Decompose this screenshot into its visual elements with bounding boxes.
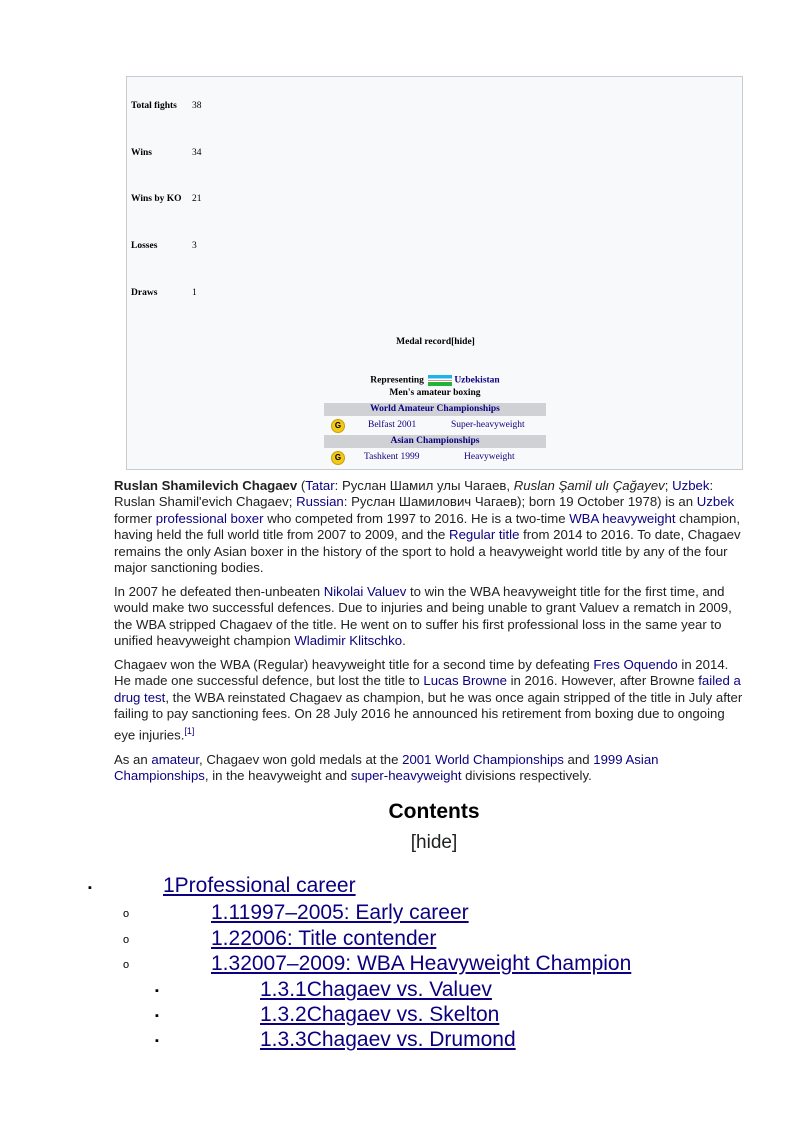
text: .: [402, 633, 406, 649]
text: , the WBA reinstated Chagaev as champion, but he was once again stripped of the title in July after failing to pay sanctioning fees. On 28 July 2016 he announced his retirement from boxing due to ongoing eye injuries.: [114, 689, 743, 743]
stat-label-total-fights: Total fights: [131, 101, 177, 111]
text: divisions respectively.: [461, 768, 592, 784]
stat-value-losses: 3: [192, 241, 197, 251]
text: to win the WBA heavyweight title for the first time, and would make two successful defences. Due to injuries and being unable to grant Valuev a rematch in 2009, the WBA stripped Chagaev of the title. He went on to suffer his first professional loss in the same year to unified heavyweight champion: [114, 584, 732, 649]
text: , in the heavyweight and: [204, 768, 351, 784]
text: As an: [114, 752, 152, 767]
world-championships-2001-link[interactable]: 2001 World Championships: [402, 752, 564, 767]
text: Chagaev won the WBA (Regular) heavyweight title for a second time by defeating: [114, 657, 594, 672]
toc-link-early-career[interactable]: 1.11997–2005: Early career: [211, 901, 469, 924]
text: from 2014 to 2016. To date, Chagaev remains the only Asian boxer in the history of the sport to hold a heavyweight world title by any of the four major sanctioning bodies.: [114, 527, 741, 576]
world-championships-header[interactable]: World Amateur Championships: [324, 403, 546, 416]
toc-link-vs-drumond[interactable]: 1.3.3Chagaev vs. Drumond: [260, 1028, 516, 1051]
text: : Ruslan Shamil'evich Chagaev;: [114, 478, 714, 510]
russian-link[interactable]: Russian: [296, 494, 344, 510]
regular-title-link[interactable]: Regular title: [449, 527, 520, 543]
toc-link-vs-valuev[interactable]: 1.3.1Chagaev vs. Valuev: [260, 978, 492, 1001]
professional-boxer-link[interactable]: professional boxer: [155, 510, 264, 526]
toc-bullet: o: [123, 934, 130, 946]
gold-medal-icon: G: [331, 451, 345, 465]
representing-label: Representing: [370, 375, 424, 386]
latin-name: Ruslan Şamil ulı Çağayev: [513, 478, 665, 493]
event-link[interactable]: Tashkent 1999: [364, 452, 420, 462]
stat-value-wins-by-ko: 21: [192, 194, 202, 204]
medal-table: [324, 373, 546, 467]
contents-hide-toggle[interactable]: [hide]: [410, 832, 458, 853]
text: former: [114, 510, 156, 526]
toc-bullet: ▪: [88, 882, 92, 894]
uzbek-people-link[interactable]: Uzbek: [696, 494, 735, 510]
stat-label-wins: Wins: [131, 148, 152, 158]
toc-link-title-contender[interactable]: 1.22006: Title contender: [211, 927, 437, 950]
contents-title: Contents: [388, 800, 480, 823]
oquendo-link[interactable]: Fres Oquendo: [593, 657, 678, 672]
text: In 2007 he defeated then-unbeaten: [114, 584, 324, 599]
text: who competed from 1997 to 2016. He is a two-time: [263, 510, 570, 526]
toc-bullet: o: [123, 908, 130, 920]
reference-link[interactable]: [1]: [184, 725, 195, 736]
wba-heavyweight-link[interactable]: WBA heavyweight: [569, 510, 676, 526]
medal-record-heading[interactable]: Medal record[hide]: [396, 337, 475, 347]
stat-value-wins: 34: [192, 148, 202, 158]
text: (: [297, 478, 306, 493]
medal-entry-asian: [324, 450, 546, 466]
country-link[interactable]: Uzbekistan: [454, 375, 500, 386]
toc-bullet: o: [123, 959, 130, 971]
toc-bullet: ▪: [155, 1010, 159, 1022]
infobox: [126, 76, 743, 470]
gold-medal-icon: G: [331, 419, 345, 433]
text: : Руслан Шамил улы Чагаев,: [334, 478, 514, 493]
asian-championships-1999-link[interactable]: 1999 Asian Championships: [114, 752, 659, 784]
second-title-paragraph: [114, 657, 744, 743]
representing-row: [324, 375, 546, 386]
medal-entry-world: [324, 418, 546, 434]
text: and: [563, 752, 594, 767]
amateur-paragraph: [114, 752, 744, 785]
sport-row: Men's amateur boxing: [389, 388, 481, 398]
career-paragraph: [114, 584, 744, 650]
browne-link[interactable]: Lucas Browne: [423, 673, 507, 689]
valuev-link[interactable]: Nikolai Valuev: [323, 584, 407, 599]
stat-value-draws: 1: [192, 288, 197, 298]
drug-test-link[interactable]: failed a drug test: [114, 673, 741, 705]
uzbekistan-flag-icon: [428, 375, 452, 386]
klitschko-link[interactable]: Wladimir Klitschko: [294, 633, 403, 649]
toc-link-vs-skelton[interactable]: 1.3.2Chagaev vs. Skelton: [260, 1003, 500, 1026]
stat-value-total-fights: 38: [192, 101, 202, 111]
text: ;: [664, 478, 673, 493]
text: , Chagaev won gold medals at the: [199, 752, 403, 767]
text: champion, having held the full world title from 2007 to 2009, and the: [114, 510, 741, 543]
asian-championships-header[interactable]: Asian Championships: [324, 435, 546, 448]
super-heavyweight-link[interactable]: super-heavyweight: [350, 768, 462, 784]
stat-label-wins-by-ko: Wins by KO: [131, 194, 182, 204]
toc-link-wba-champion[interactable]: 1.32007–2009: WBA Heavyweight Champion: [211, 952, 632, 975]
toc-bullet: ▪: [155, 1035, 159, 1047]
intro-paragraph: [114, 478, 744, 576]
category-link[interactable]: Heavyweight: [464, 452, 515, 462]
toc-link-professional-career[interactable]: 1Professional career: [163, 874, 356, 897]
category-link[interactable]: Super-heavyweight: [451, 420, 525, 430]
uzbek-language-link[interactable]: Uzbek: [672, 478, 710, 493]
text: in 2014. He made one successful defence, but lost the title to: [114, 657, 729, 689]
text: : Руслан Шамилович Чагаев); born 19 October 1978) is an: [343, 494, 697, 510]
stat-label-draws: Draws: [131, 288, 158, 298]
text: in 2016. However, after Browne: [506, 673, 699, 689]
subject-name: Ruslan Shamilevich Chagaev: [114, 478, 298, 493]
stat-label-losses: Losses: [131, 241, 158, 251]
toc-bullet: ▪: [155, 985, 159, 997]
tatar-link[interactable]: Tatar: [305, 478, 335, 493]
amateur-link[interactable]: amateur: [151, 752, 200, 767]
event-link[interactable]: Belfast 2001: [368, 420, 417, 430]
